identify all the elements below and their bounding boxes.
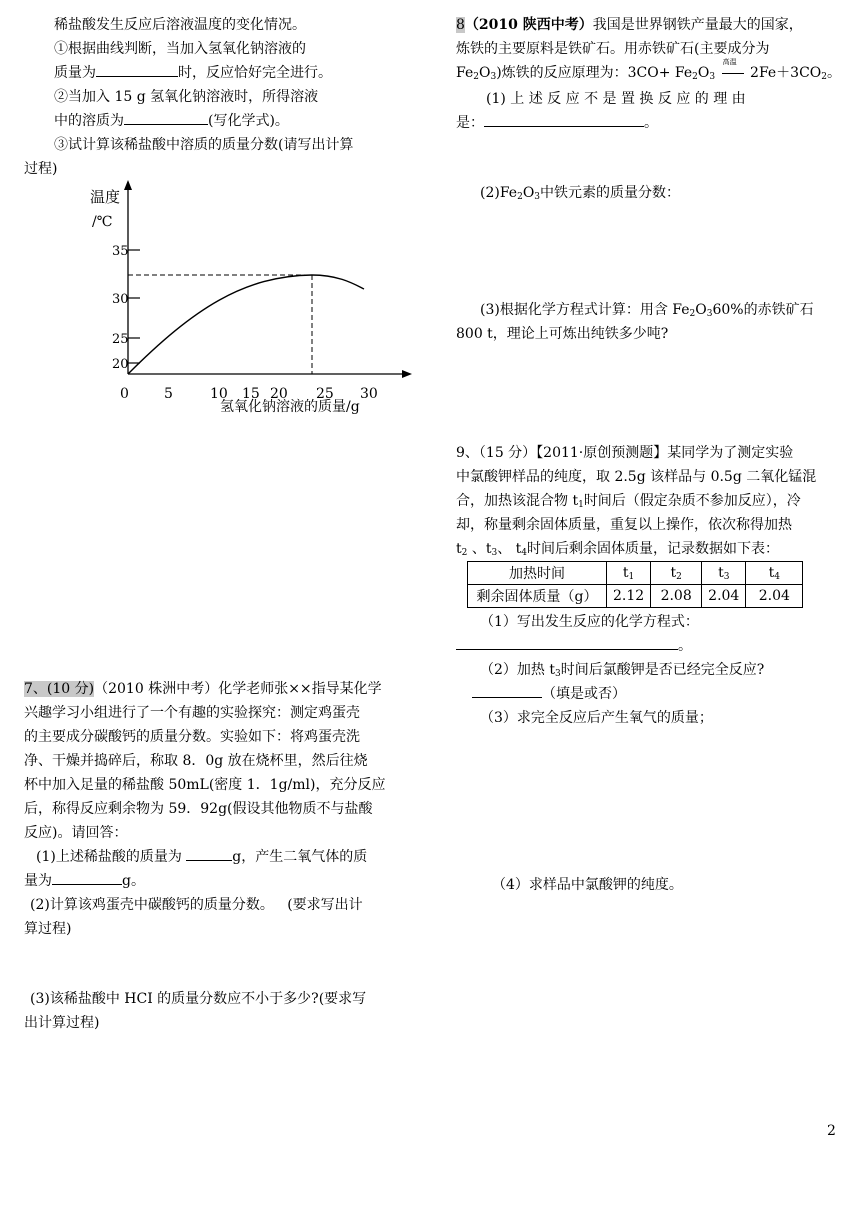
q6-line-2: ①根据曲线判断，当加入氢氧化钠溶液的 xyxy=(54,41,306,57)
q7-line-7: 反应)。请回答： xyxy=(24,825,128,841)
table-row xyxy=(468,585,803,608)
x-tick-label: 10 xyxy=(210,386,228,402)
answer-blank[interactable] xyxy=(484,112,644,127)
answer-blank[interactable] xyxy=(52,870,122,885)
x-tick-label: 15 xyxy=(242,386,260,402)
table-cell-mass: 2.12 xyxy=(607,585,651,608)
y-tick-label: 35 xyxy=(112,244,129,259)
q9-part-2-cont: （填是或否） xyxy=(472,683,626,705)
q7-part-3: (3)该稀盐酸中 HCI 的质量分数应不小于多少?(要求写 xyxy=(30,991,367,1007)
q6-line-3: 质量为 时，反应恰好完全进行。 xyxy=(54,62,332,84)
q8-part-3: (3)根据化学方程式计算：用含 $Fe_2O_360\%$的赤铁矿石 xyxy=(480,302,814,319)
q9-part-4: （4）求样品中氯酸钾的纯度。 xyxy=(492,877,683,893)
q8-part-1-cont: 是： 。 xyxy=(456,112,658,134)
q7-line-1: 7、(10 分)（2010 株洲中考）化学老师张××指导某化学 xyxy=(24,681,382,697)
x-tick-label: 25 xyxy=(316,386,334,402)
q8-line-1: 8（2010 陕西中考）我国是世界钢铁产量最大的国家， xyxy=(456,17,803,33)
table-cell-t3: $t_3$ xyxy=(702,562,746,585)
answer-blank[interactable] xyxy=(186,846,232,861)
q6-line-6: ③试计算该稀盐酸中溶质的质量分数(请写出计算 xyxy=(54,137,354,153)
heating-data-table xyxy=(467,561,803,608)
table-cell-mass: 2.08 xyxy=(651,585,702,608)
table-header-time: 加热时间 xyxy=(468,562,607,585)
temperature-chart xyxy=(84,178,424,418)
q6-line-1: 稀盐酸发生反应后溶液温度的变化情况。 xyxy=(54,17,306,33)
q8-part-3-cont: 800 t，理论上可炼出纯铁多少吨? xyxy=(456,326,669,342)
q9-line-5: $t_2$ 、$t_3$、 $t_4$时间后剩余固体质量，记录数据如下表： xyxy=(456,541,779,558)
q9-part-3: （3）求完全反应后产生氧气的质量； xyxy=(480,710,713,726)
q8-line-2: 炼铁的主要原料是铁矿石。用赤铁矿石(主要成分为 xyxy=(456,41,770,57)
q8-part-1: (1) 上 述 反 应 不 是 置 换 反 应 的 理 由 xyxy=(486,91,746,107)
q9-line-1: 9、（15 分）【2011·原创预测题】某同学为了测定实验 xyxy=(456,445,794,461)
q7-part-2: (2)计算该鸡蛋壳中碳酸钙的质量分数。 (要求写出计 xyxy=(30,897,363,913)
answer-blank[interactable] xyxy=(456,635,678,650)
q9-part-2: （2）加热 $t_3$时间后氯酸钾是否已经完全反应? xyxy=(480,662,765,679)
q7-number-highlight: 7、(10 分) xyxy=(24,681,95,697)
answer-blank[interactable] xyxy=(96,62,178,77)
q8-source: （2010 陕西中考） xyxy=(464,17,593,33)
y-ticks xyxy=(112,244,140,372)
x-axis-arrow xyxy=(402,370,412,378)
q9-part-1: （1）写出发生反应的化学方程式： xyxy=(480,614,699,630)
answer-blank[interactable] xyxy=(124,110,208,125)
q7-line-2: 兴趣学习小组进行了一个有趣的实验探究：测定鸡蛋壳 xyxy=(24,705,360,721)
q6-line-4: ②当加入 15 g 氢氧化钠溶液时，所得溶液 xyxy=(54,89,319,105)
q6-line-5: 中的溶质为 (写化学式)。 xyxy=(54,110,289,132)
q8-line-3: $Fe_2O_3$)炼铁的反应原理为：$3CO+ Fe_2O_3$ 高温 $2Fe+3CO_2$。 xyxy=(456,58,842,82)
q7-line-3: 的主要成分碳酸钙的质量分数。实验如下：将鸡蛋壳洗 xyxy=(24,729,360,745)
temperature-curve xyxy=(128,275,364,374)
x-tick-label: 20 xyxy=(270,386,288,402)
q9-line-4: 却，称量剩余固体质量，重复以上操作，依次称得加热 xyxy=(456,517,792,533)
y-axis-arrow xyxy=(124,180,132,190)
q7-line-6: 后，称得反应剩余物为 59．92g(假设其他物质不与盐酸 xyxy=(24,801,373,817)
y-tick-label: 30 xyxy=(112,292,129,307)
table-cell-mass: 2.04 xyxy=(702,585,746,608)
table-cell-t4: $t_4$ xyxy=(746,562,803,585)
table-cell-t2: $t_2$ xyxy=(651,562,702,585)
q8-number-highlight: 8 xyxy=(456,17,465,33)
chart-xlabel: 氢氧化钠溶液的质量/g xyxy=(220,399,360,415)
q7-line-5: 杯中加入足量的稀盐酸 50mL(密度 1．1g/ml)，充分反应 xyxy=(24,777,386,793)
reaction-arrow: 高温 xyxy=(720,62,746,84)
answer-blank[interactable] xyxy=(472,683,542,698)
y-tick-label: 25 xyxy=(112,332,129,347)
chart-origin-label: 0 xyxy=(120,386,129,402)
q9-line-2: 中氯酸钾样品的纯度，取 2.5g 该样品与 0.5g 二氧化锰混 xyxy=(456,469,817,485)
table-row xyxy=(468,562,803,585)
table-header-mass: 剩余固体质量（g） xyxy=(468,585,607,608)
chart-ylabel-2: /℃ xyxy=(92,214,113,230)
q7-part-1: (1)上述稀盐酸的质量为 g，产生二氧气体的质 xyxy=(36,846,367,868)
q7-part-1-cont: 量为 g。 xyxy=(24,870,145,892)
q9-line-3: 合，加热该混合物 $t_1$时间后（假定杂质不参加反应），冷 xyxy=(456,493,801,510)
q7-part-2-cont: 算过程) xyxy=(24,921,72,937)
q8-part-2: $(2)Fe_2O_3$中铁元素的质量分数： xyxy=(480,185,681,202)
q7-line-4: 净、干燥并捣碎后，称取 8．0g 放在烧杯里，然后往烧 xyxy=(24,753,368,769)
q6-line-7: 过程) xyxy=(24,161,58,177)
q7-part-3-cont: 出计算过程) xyxy=(24,1015,100,1031)
page-number: 2 xyxy=(827,1123,836,1139)
q9-part-1-cont: 。 xyxy=(456,635,692,657)
chart-ylabel-1: 温度 xyxy=(90,188,121,206)
x-tick-label: 5 xyxy=(164,386,173,402)
table-cell-t1: $t_1$ xyxy=(607,562,651,585)
table-cell-mass: 2.04 xyxy=(746,585,803,608)
x-tick-label: 30 xyxy=(360,386,378,402)
y-tick-label: 20 xyxy=(112,357,129,372)
